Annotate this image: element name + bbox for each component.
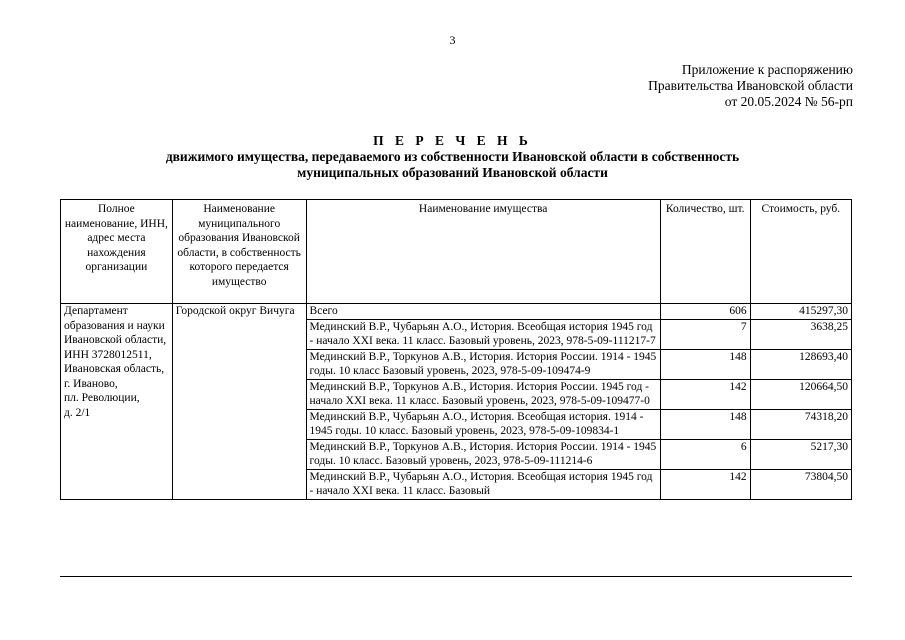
table-viewport [60, 199, 855, 577]
document-title [0, 133, 905, 181]
table-header-row [61, 200, 852, 304]
table-row [61, 304, 852, 320]
quantity-cell: 6 [660, 439, 750, 469]
table-bottom-edge [60, 576, 852, 577]
quantity-cell: 7 [660, 319, 750, 349]
item-cell: Мединский В.Р., Чубарьян А.О., История. Всеобщая история 1945 год - начало XXI века. 11 класс. Базовый уровень, 2023, 978-5-09-111217-7 [306, 319, 660, 349]
cost-cell: 73804,50 [750, 469, 851, 499]
quantity-cell: 606 [660, 304, 750, 320]
cost-cell: 120664,50 [750, 379, 851, 409]
property-table [60, 199, 852, 500]
item-cell: Мединский В.Р., Чубарьян А.О., История. Всеобщая история 1945 год - начало XXI века. 11 класс. Базовый [306, 469, 660, 499]
title-heading: П Е Р Е Ч Е Н Ь [373, 133, 532, 148]
appendix-line-3: от 20.05.2024 № 56-рп [724, 94, 853, 109]
cost-cell: 415297,30 [750, 304, 851, 320]
cost-cell: 128693,40 [750, 349, 851, 379]
appendix-line-2: Правительства Ивановской области [648, 78, 853, 93]
title-line-1: движимого имущества, передаваемого из собственности Ивановской области в собственность [165, 149, 740, 164]
item-cell: Мединский В.Р., Чубарьян А.О., История. Всеобщая история. 1914 - 1945 годы. 10 класс. Базовый уровень, 2023, 978-5-09-109834-1 [306, 409, 660, 439]
header-cost: Стоимость, руб. [750, 200, 851, 304]
quantity-cell: 142 [660, 379, 750, 409]
appendix-line-1: Приложение к распоряжению [681, 62, 853, 77]
header-organization: Полное наименование, ИНН, адрес места нахождения организации [61, 200, 173, 304]
item-cell: Всего [306, 304, 660, 320]
quantity-cell: 148 [660, 409, 750, 439]
organization-cell [61, 304, 173, 500]
cost-cell: 74318,20 [750, 409, 851, 439]
organization-text: Департамент образования и науки Ивановской области, ИНН 3728012511, Ивановская область, г. Иваново, пл. Революции, д. 2/1 [64, 305, 167, 419]
title-line-2: муниципальных образований Ивановской области [297, 165, 608, 180]
page-number: 3 [449, 33, 456, 47]
item-cell: Мединский В.Р., Торкунов А.В., История. История России. 1914 - 1945 годы. 10 класс Базовый уровень, 2023, 978-5-09-109474-9 [306, 349, 660, 379]
appendix-note [648, 62, 853, 110]
item-cell: Мединский В.Р., Торкунов А.В., История. История России. 1914 - 1945 годы. 10 класс. Базовый уровень, 2023, 978-5-09-111214-6 [306, 439, 660, 469]
header-item: Наименование имущества [306, 200, 660, 304]
cost-cell: 5217,30 [750, 439, 851, 469]
cost-cell: 3638,25 [750, 319, 851, 349]
quantity-cell: 148 [660, 349, 750, 379]
item-cell: Мединский В.Р., Торкунов А.В., История. История России. 1945 год - начало XXI века. 11 класс. Базовый уровень, 2023, 978-5-09-109477-0 [306, 379, 660, 409]
municipality-cell: Городской округ Вичуга [172, 304, 306, 500]
quantity-cell: 142 [660, 469, 750, 499]
header-quantity: Количество, шт. [660, 200, 750, 304]
header-municipality: Наименование муниципального образования Ивановской области, в собственность которого передается имущество [172, 200, 306, 304]
